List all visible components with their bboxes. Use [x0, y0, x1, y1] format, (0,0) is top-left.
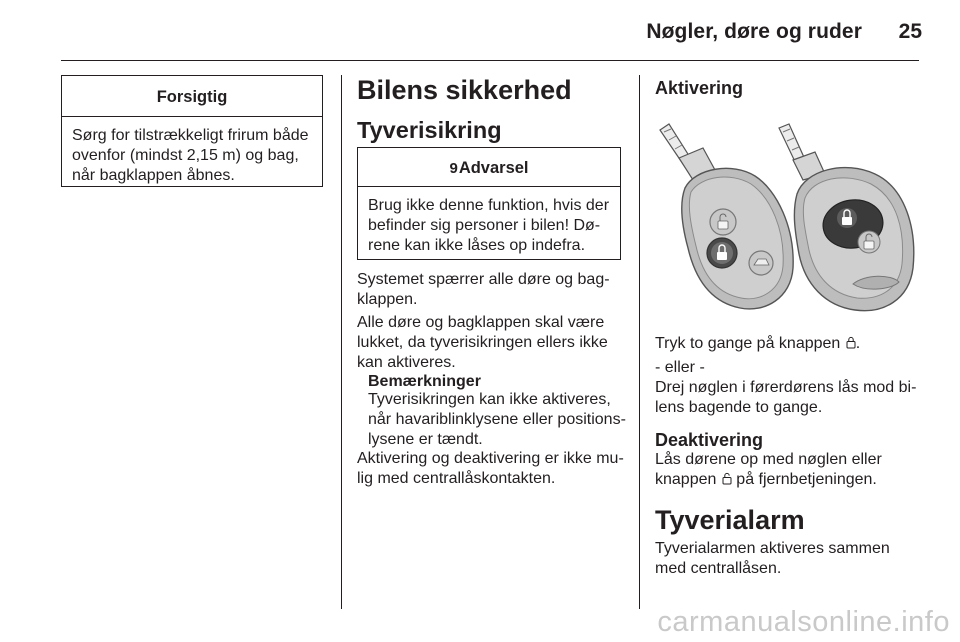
header-rule: [61, 60, 919, 61]
caution-box: [61, 75, 323, 187]
or-text: - eller -: [655, 359, 705, 376]
caution-body: Sørg for tilstrækkeligt frirum både ovenfor (mindst 2,15 m) og bag, når bagklappen åbnes.: [72, 127, 309, 184]
warning-triangle-icon: 9: [449, 160, 458, 177]
right-key-fob: [779, 124, 914, 311]
subsection-title: Tyverisikring: [357, 117, 502, 143]
page-header-title: Nøgler, døre og ruder: [646, 20, 862, 43]
deactivation-instruction: [655, 450, 920, 490]
activation-title: Aktivering: [655, 78, 744, 98]
column-divider-1: [341, 75, 342, 609]
watermark-text: carmanualsonline.info: [657, 606, 950, 638]
deactivation-title: Deaktivering: [655, 430, 764, 450]
paragraph-central-lock: Aktivering og deaktivering er ikke mu-lig med centrallåskontakten.: [357, 450, 624, 487]
section-title: Bilens sikkerhed: [357, 75, 572, 105]
alarm-title: Tyverialarm: [655, 505, 805, 535]
page-number: 25: [898, 20, 922, 43]
warning-heading-row: [358, 148, 620, 187]
caution-heading: Forsigtig: [62, 76, 322, 117]
remote-key-illustration: [655, 118, 919, 318]
activation-text-end: .: [855, 335, 861, 352]
left-key-fob: [660, 124, 793, 309]
warning-body: Brug ikke denne funktion, hvis der befinder sig personer i bilen! Dø-rene kan ikke låses op indefra.: [368, 197, 610, 254]
paragraph-system: Systemet spærrer alle døre og bag-klappen.: [357, 271, 610, 308]
activation-instruction-2: Drej nøglen i førerdørens lås mod bi-lens bagende to gange.: [655, 379, 917, 416]
deactivation-text-b: på fjernbetjeningen.: [736, 471, 877, 488]
column-divider-2: [639, 75, 640, 609]
warning-heading: Advarsel: [458, 159, 529, 177]
activation-text: Tryk to gange på knappen: [655, 335, 841, 352]
note-body: Tyverisikringen kan ikke aktiveres, når havariblinklysene eller positions-lysene er tændt.: [368, 391, 626, 448]
unlock-icon: [722, 472, 732, 485]
note-heading: Bemærkninger: [368, 373, 481, 390]
warning-box: [357, 147, 621, 260]
lock-icon: [846, 336, 856, 349]
alarm-text: Tyverialarmen aktiveres sammen med centrallåsen.: [655, 540, 890, 577]
paragraph-doors: Alle døre og bagklappen skal være lukket, da tyverisikringen ellers ikke kan aktiveres.: [357, 314, 608, 371]
deactivation-text-a: Lås dørene op med nøglen eller knappen: [655, 451, 882, 488]
activation-instruction: [655, 334, 930, 354]
